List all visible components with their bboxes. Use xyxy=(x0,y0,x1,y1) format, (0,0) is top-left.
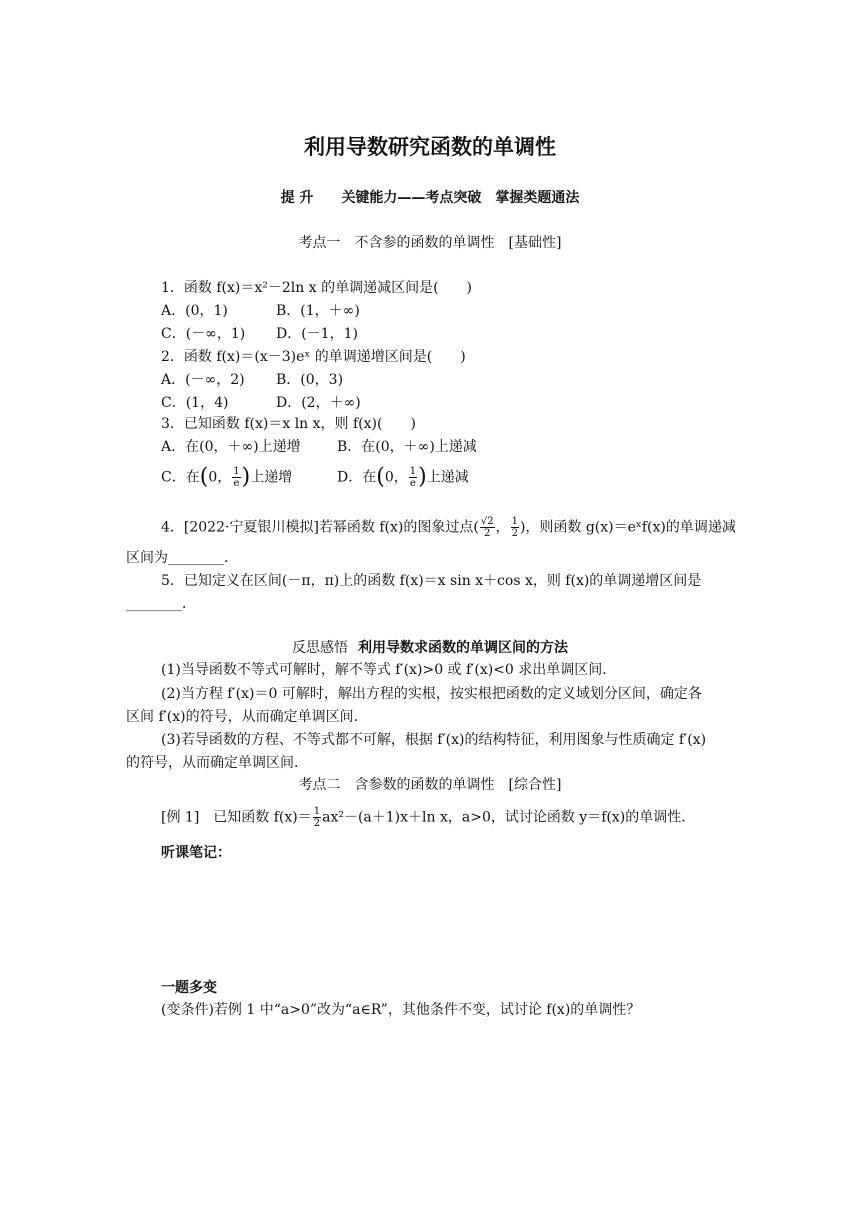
q2-option-d: D．(2，＋∞) xyxy=(276,395,361,411)
q2-option-b: B．(0，3) xyxy=(276,372,344,388)
section-header-left: 提 升 xyxy=(280,190,314,206)
q5-line1: 5．已知定义在区间(－π，π)上的函数 f(x)＝x sin x＋cos x，则 f(x)的单调递增区间是 xyxy=(161,573,702,589)
q4-line1: 4．[2022·宁夏银川模拟]若幂函数 f(x)的图象过点( $\frac{√2}{2}$ ， $\frac{1}{2}$ )，则函数 g(x)＝eˣf(x)的单调递减 xyxy=(161,516,736,539)
reflection-p1: (1)当导函数不等式可解时，解不等式 f′(x)>0 或 f′(x)<0 求出单调区间． xyxy=(161,662,617,678)
q2-option-c: C．(1，4) xyxy=(161,395,229,411)
example1-fraction: $\frac{1}{2}$ xyxy=(313,806,321,829)
q1-option-b: B．(1，＋∞) xyxy=(276,303,360,319)
q3-option-b: B．在(0，＋∞)上递减 xyxy=(337,439,477,455)
section-header-right: 关键能力——考点突破 掌握类题通法 xyxy=(341,190,580,206)
q4-fraction-2: $\frac{1}{2}$ xyxy=(511,516,518,539)
q4-line2: 区间为________． xyxy=(126,550,238,566)
kaodian2-heading: 考点二 含参数的函数的单调性 [综合性] xyxy=(298,777,562,793)
q3-option-d: D．在(0， $\frac{1}{e}$ )上递减 xyxy=(337,464,469,490)
q1-option-a: A．(0，1) xyxy=(161,303,228,319)
section-header xyxy=(0,188,860,208)
variation-text: (变条件)若例 1 中“a>0”改为“a∈R”，其他条件不变，试讨论 f(x)的单调性？ xyxy=(161,1002,641,1018)
reflection-p2-line1: (2)当方程 f′(x)＝0 可解时，解出方程的实根，按实根把函数的定义域划分区间，确定各 xyxy=(161,686,702,702)
q2-stem: 2．函数 f(x)＝(x－3)eˣ 的单调递增区间是( ) xyxy=(161,349,466,365)
q5-line2: ________． xyxy=(126,596,196,612)
notes-label: 听课笔记： xyxy=(161,845,231,861)
q3-d-fraction: $\frac{1}{e}$ xyxy=(409,466,417,489)
q1-stem: 1．函数 f(x)＝x²－2ln x 的单调递减区间是( ) xyxy=(161,280,472,296)
reflection-p3-line1: (3)若导函数的方程、不等式都不可解，根据 f′(x)的结构特征，利用图象与性质确定 f′(x) xyxy=(161,732,707,748)
kaodian1-heading: 考点一 不含参的函数的单调性 [基础性] xyxy=(298,235,562,251)
q1-option-d: D．(－1，1) xyxy=(276,326,358,342)
q3-c-fraction: $\frac{1}{e}$ xyxy=(233,466,240,489)
q3-stem: 3．已知函数 f(x)＝x ln x，则 f(x)( ) xyxy=(161,416,416,432)
reflection-p3-line2: 的符号，从而确定单调区间． xyxy=(126,755,308,771)
q1-option-c: C．(－∞，1) xyxy=(161,326,246,342)
variation-heading: 一题多变 xyxy=(161,980,217,996)
reflection-heading: 反思感悟 利用导数求函数的单调区间的方法 xyxy=(292,640,568,656)
reflection-p2-line2: 区间 f′(x)的符号，从而确定单调区间． xyxy=(126,709,368,725)
example1: [例 1] 已知函数 f(x)＝ $\frac{1}{2}$ ax²－(a＋1)x＋ln x，a>0，试讨论函数 y＝f(x)的单调性． xyxy=(161,806,696,829)
q3-option-c: C．在(0， $\frac{1}{e}$ )上递增 xyxy=(161,464,293,490)
q3-option-a: A．在(0，＋∞)上递增 xyxy=(161,439,301,455)
page-title: 利用导数研究函数的单调性 xyxy=(304,135,556,159)
q4-fraction-1: $\frac{√2}{2}$ xyxy=(480,516,494,539)
q2-option-a: A．(－∞，2) xyxy=(161,372,245,388)
